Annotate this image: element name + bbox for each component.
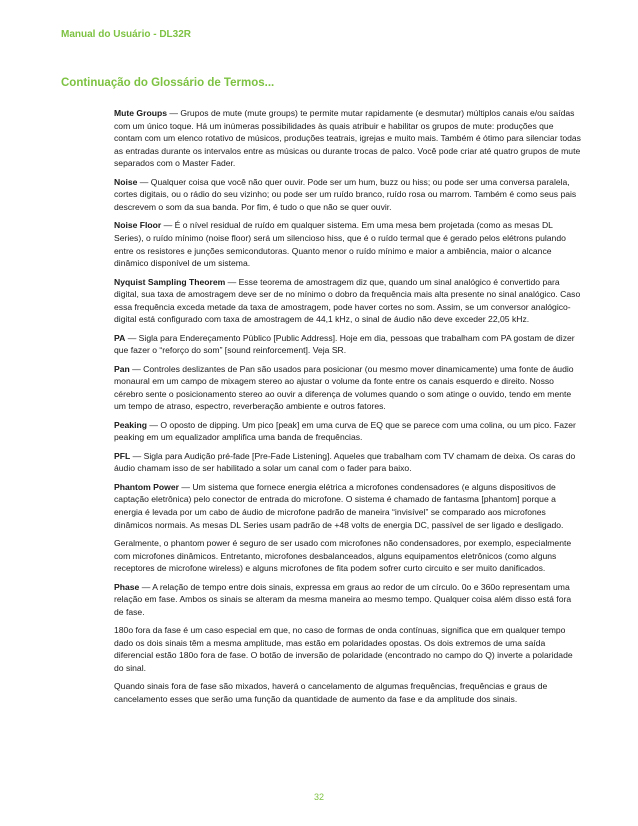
glossary-term: Pan [114,363,130,374]
glossary-term: Mute Groups [114,108,167,118]
glossary-term: Phantom Power [114,481,179,492]
glossary-entry-peaking [114,419,581,444]
glossary-entry-phase [114,581,581,619]
glossary-definition: — É o nível residual de ruído em qualquer sistema. Em uma mesa bem projetada (como as mesas DL Series), o ruído mínimo (noise floor) será um silencioso hiss, que é o ruído termal que é gerado pelos elétrons pulando entre os resistores e junções semicondutoras. Quanto menor o ruído mínimo e maior a ambiência, maior o alcance dinâmico disponível de um sistema. [114,220,566,269]
glossary-definition: 180o fora da fase é um caso especial em que, no caso de formas de onda contínuas, significa que em qualquer tempo dado os dois sinais têm a mesma amplitude, mas estão em polaridades opostas. Os dois extremos de uma saída diferencial estão 180o fora de fase. O botão de inversão de polaridade (encontrado no campo do Q) inverte a polaridade do sinal. [114,625,573,673]
glossary-definition: — Um sistema que fornece energia elétrica a microfones condensadores (e alguns dispositivos de captação eletrônica) pelo conector de entrada do microfone. O sistema é chamado de fantasma [phantom] porque a energia é levada por um cabo de áudio de microfone padrão de maneira “invisível” se comparado aos microfones dinâmicos normais. As mesas DL Series usam padrão de +48 volts de energia DC, passível de ser ligado e desligado. [114,481,564,530]
glossary-term: Peaking [114,419,147,430]
glossary-term: Noise [114,176,138,187]
glossary-entry-noise [114,176,581,214]
glossary-entry-pan [114,363,581,413]
glossary-paragraph-phase-180 [114,624,581,674]
document-header: Manual do Usuário - DL32R [61,29,192,40]
page-number: 32 [313,792,324,802]
glossary-entry-pa [114,332,581,357]
glossary-definition: — Esse teorema de amostragem diz que, quando um sinal analógico é convertido para digital, sua taxa de amostragem deve ser de no mínimo o dobro da frequência mais alta presente no sinal analógico. Caso essa frequência exceda metade da taxa de amostragem, pode haver cortes no som. Assim, se um conversor analógico-digital está configurado com taxa de amostragem de 44,1 kHz, o sinal de áudio não deve exceder 22,05 kHz. [114,276,581,325]
glossary-term: Nyquist Sampling Theorem [114,276,226,287]
glossary-definition: — A relação de tempo entre dois sinais, expressa em graus ao redor de um círculo. 0o e 360o representam uma relação em fase. Ambos os sinais se alteram da mesma maneira ao mesmo tempo. Qualquer coisa além disso está fora de fase. [114,581,572,617]
glossary-entry-mute-groups [114,107,581,170]
glossary-entry-phantom-power [114,481,581,531]
glossary-content [114,107,581,711]
glossary-term: PA [114,332,126,343]
glossary-entry-pfl [114,450,581,475]
glossary-term: Phase [114,581,140,592]
glossary-term: PFL [114,450,131,461]
glossary-definition: Quando sinais fora de fase são mixados, haverá o cancelamento de algumas frequências, frequências e graus de cancelamento esses que serão uma função da quantidade de aumento da fase e da amplitude dos sinais. [114,681,548,704]
glossary-definition: — O oposto de dipping. Um pico [peak] em uma curva de EQ que se parece com uma colina, ou um pico. Fazer peaking em um equalizador amplifica uma banda de frequências. [114,419,576,443]
glossary-entry-noise-floor [114,219,581,269]
glossary-paragraph-phantom-power-note [114,537,581,575]
glossary-paragraph-phase-cancel [114,680,581,705]
glossary-definition: Geralmente, o phantom power é seguro de ser usado com microfones não condensadores, por exemplo, especialmente com microfones dinâmicos. Entretanto, microfones desbalanceados, alguns equipamentos eletrônicos (como alguns receptores de microfone wireless) e alguns microfones de fita podem sofrer curto circuito e ser muito danificados. [114,537,572,574]
glossary-definition: — Controles deslizantes de Pan são usados para posicionar (ou mesmo mover dinamicamente) uma fonte de áudio monaural em um campo de mixagem stereo ao ajustar o volume da fonte entre os canais esquerdo e direito. Nosso cérebro sente o posicionamento stereo ao ouvir a diferença de volumes quando o som atinge o ouvido, tendo em mente um tempo de atraso, espectro, reverberação ambiente e outros fatores. [114,363,574,412]
glossary-term: Noise Floor [114,220,162,231]
glossary-definition: — Grupos de mute (mute groups) te permite mutar rapidamente (e desmutar) múltiplos canais e/ou saídas com um único toque. Há um inúmeras possibilidades às quais atribuir e habilitar os grupos de mute: produções que contam com um elenco rotativo de músicos, produções teatrais, igrejas e muito mais. Também é ótimo para silenciar todas as entradas durante os intervalos entre as músicas ou durante trocas de palco. Você pode criar até quatro grupos de mute separados com o Master Fader. [114,108,581,169]
section-title: Continuação do Glossário de Termos... [61,77,275,89]
glossary-entry-nyquist [114,276,581,326]
glossary-definition: — Sigla para Audição pré-fade [Pre-Fade Listening]. Aqueles que trabalham com TV chamam de deixa. Os caras do áudio chamam isso de ser habilitado a solar um canal com o fader para baixo. [114,450,576,474]
glossary-definition: — Sigla para Endereçamento Público [Public Address]. Hoje em dia, pessoas que trabalham com PA gostam de dizer que fazer o “reforço do som” [sound reinforcement]. Veja SR. [114,332,575,356]
glossary-definition: — Qualquer coisa que você não quer ouvir. Pode ser um hum, buzz ou hiss; ou pode ser uma conversa paralela, cortes digitais, ou o rádio do seu vizinho; ou pode ser um ruído branco, ruído rosa ou marrom. Também é como seus pais descrevem o som da sua banda. Por fim, é tudo o que não se quer ouvir. [114,176,577,212]
